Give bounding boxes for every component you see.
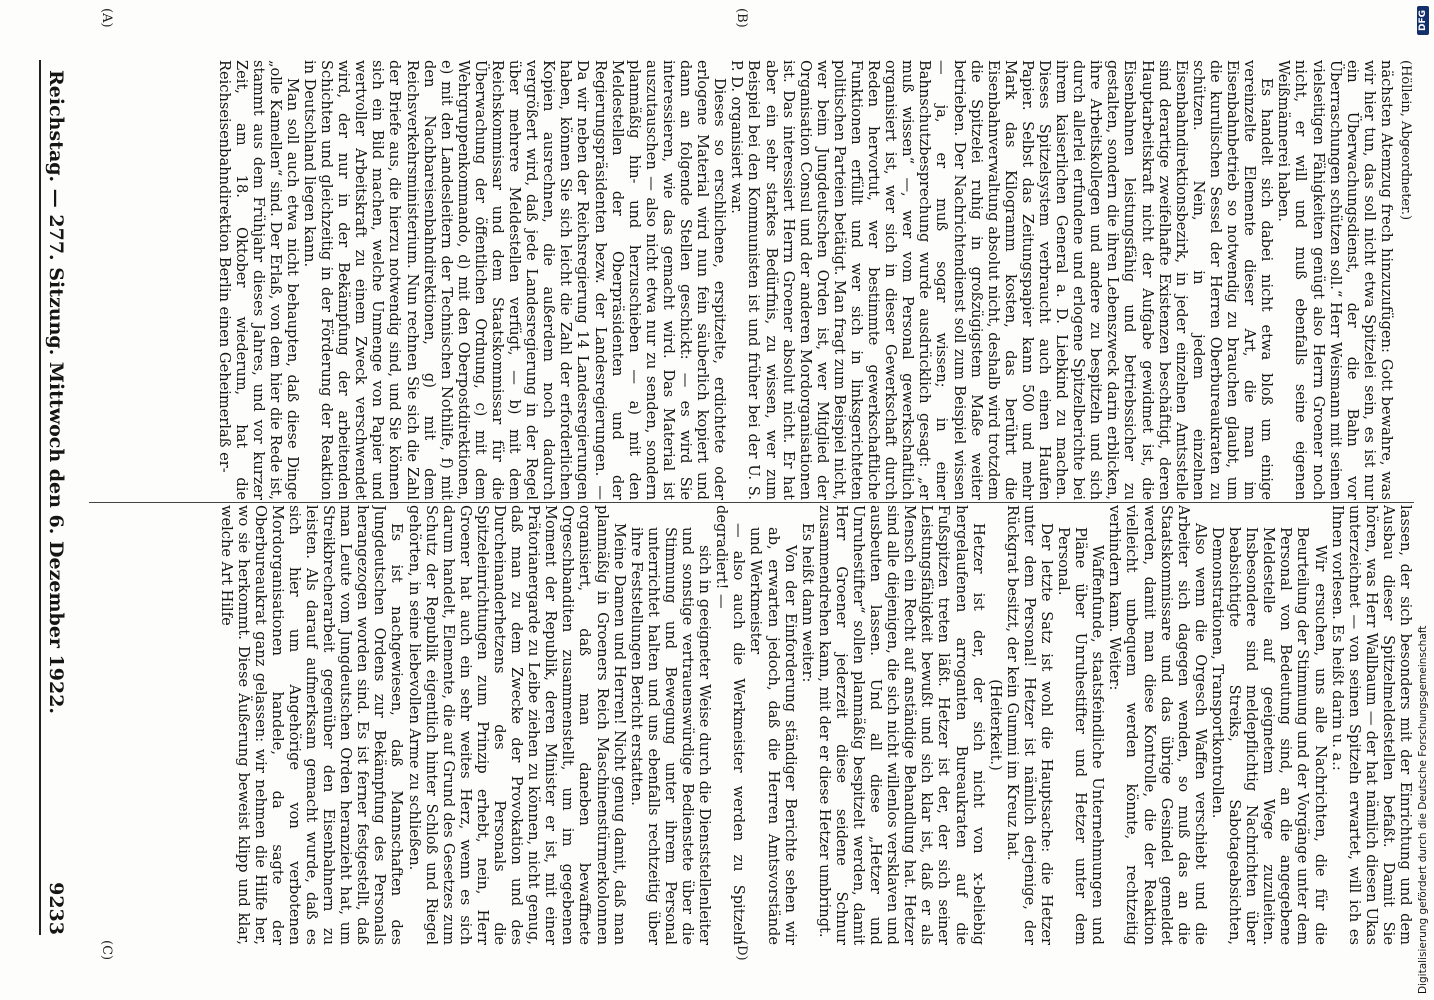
- paragraph: nächsten Atemzug frech hinzuzufügen: Gott bewahre, was wir hier tun, das soll nicht etwa Spitzelei sein, es ist nur ein Überwachungsdienst, der die Bahn vor Überraschungen schützen soll.“ Herr Weismann mit seinen vielseitigen Fähigkeiten genügt also Herrn Groener noch nicht, er will und muß ebenfalls seine eigenen Weißmännerei haben.: [1275, 60, 1395, 500]
- quotation: Waffenfunde, staatsfeindliche Unternehmungen und Pläne über Unruhestifter und Hetzer unter dem Personal.: [1055, 527, 1107, 945]
- column-divider: [89, 502, 1414, 503]
- page-number: 9233: [45, 882, 67, 935]
- paragraph: Dieses so erschlichene, erspitzelte, erdichtete oder erlogene Material wird nun fein säuberlich kopiert und dann an folgende Stellen geschickt: — es wird Sie interessieren, wie das gemacht wird. Das Material ist auszutauschen — also nicht etwa nur zu senden, sondern planmäßig hin- und herzuschieben — a) mit den Meldestellen der Oberpräsidenten und der Regierungspräsidenten bezw. der Landesregierungen. — Da wir neben der Reichsregierung 14 Landesregierungen haben, können Sie sich leicht die Zahl der erforderlichen Kopien ausrechnen, die außerdem noch dadurch vergrößert wird, daß jede Landesregierung in der Regel über mehrere Meldestellen verfügt, — b) mit dem Reichskommissar und dem Staatskommissar für die Überwachung der öffentlichen Ordnung, c) mit dem Wehrgruppenkommando, d) mit den Oberpostdirektionen, e) mit den Landesleitern der Technischen Nothilfe, f) mit den Nachbareisenbahndirektionen, g) mit dem Reichsverkehrsministerium. Nun rechnen Sie sich die Zahl der Briefe aus, die hierzu notwendig sind, und Sie können sich ein Bild machen, welche Unmenge von Papier und wertvoller Arbeitskraft zu einem Zweck verschwendet wird, der nur in der Bekämpfung der arbeitenden Schichten und gleichzeitig in der Förderung der Reaktion in Deutschland liegen kann.: [301, 60, 729, 500]
- margin-marker-b: (B): [734, 8, 749, 28]
- quotation: Von der Einforderung ständiger Berichte sehen wir ab, erwarten jedoch, daß die Herren Amtsvorstände und Werkmeister: [747, 527, 799, 945]
- right-column: [89, 505, 1414, 945]
- interjection: (Heiterkeit.): [986, 679, 1004, 771]
- margin-marker-a: (A): [99, 8, 114, 28]
- paragraph: — also auch die Werkmeister werden zu Spitzeln degradiert! —: [713, 505, 748, 945]
- paragraph: Es ist nachgewiesen, daß Mannschaften des Jungdeutschen Ordens zur Bekämpfung des Personals herangezogen worden sind. Es ist ferner festgestellt, daß man Leute vom Jungdeutschen Orden heranzieht hat, um Streikbrecherarbeit gegenüber den Eisenbahnern zu leisten. Als darauf aufmerksam gemacht wurde, daß es sich hier um Angehörige von verbotenen Mordorganisationen handele, da sagte der Oberbureaukrat ganz gelassen: wir nehmen die Hilfe her, wo sie herkommt. Diese Äußerung beweist klipp und klar, welche Art Hilfe: [217, 505, 406, 945]
- paragraph: Also wenn die Orgesch Waffen verschiebt und die Arbeiter sich dagegen wenden, so muß das an die Staatskommissare und das übrige Gesindel gemeldet werden, damit man diese Kontrolle, die der Reaktion vielleicht unbequem werden könnte, rechtzeitig verhindern kann. Weiter:: [1106, 505, 1209, 945]
- paragraph: Meine Damen und Herren! Nicht genug damit, daß man planmäßig in Groeners Reich Maschinenstürmerkolonnen organisiert, daß man daneben bewaffnete Orgeschbanditen zusammenstellt, um im gegebenen Moment der Republik, deren Minister er ist, mit einer Prätorianergarde zu Leibe ziehen zu können, nicht genug, daß man zu dem Zwecke der Provokation und des Durcheinanderhetzens des Personals die Spitzeleinrichtungen zum Prinzip erhebt, nein, Herr Groener hat auch ein sehr weites Herz, wenn es sich darum handelt, Elemente, die auf Grund des Gesetzes zum Schutz der Republik eigentlich hinter Schloß und Riegel gehörten, in seine liebevollen Arme zu schließen.: [405, 505, 628, 945]
- dfg-logo: DFG: [1417, 6, 1429, 35]
- paragraph: lassen, der sich besonders mit der Einrichtung und dem Ausbau dieser Spitzelmeldestellen befaßt. Damit Sie hören, was Herr Wallbaum — der hat nämlich diesen Ukas unterzeichnet — von seinen Spitzeln erwartet, will ich es Ihnen vorlesen. Es heißt darin u. a.:: [1328, 505, 1414, 945]
- header-title: Reichstag. — 277. Sitzung. Mittwoch den 6. Dezember 1922.: [45, 70, 67, 715]
- running-head: [39, 60, 79, 935]
- quotation: Wir ersuchen, uns alle Nachrichten, die für die Beurteilung der Stimmung und der Vorgänge unter dem Personal von Bedeutung sind, an die angegebene Meldestelle auf geeignetem Wege zuzuleiten. Insbesondere sind meldepflichtig Nachrichten über beabsichtigte Streiks, Sabotageabsichten, Demonstrationen, Transportkontrollen.: [1208, 527, 1329, 945]
- paragraph: Hetzer ist der, der sich nicht von x-beliebig hergelaufenen arroganten Bureaukraten auf die Fußspitzen treten läßt. Hetzer ist der, der sich seiner Leistungsfähigkeit bewußt und sich klar ist, daß er als Mensch ein Recht auf anständige Behandlung hat. Hetzer sind alle diejenigen, die sich nicht willenlos versklaven und ausbeuten lassen. Und all diese „Hetzer und Unruhestifter“ sollen planmäßig bespitzelt werden, damit Herr Groener jederzeit diese seidene Schnur zusammendrehen kann, mit der er diese Hetzer umbringt.: [815, 505, 987, 945]
- speaker-label: (Höllein, Abgeordneter.): [1398, 60, 1413, 221]
- left-column: [89, 60, 1414, 500]
- paragraph: Der letzte Satz ist wohl die Hauptsache: die Hetzer unter dem Personal! Hetzer ist nämlich derjenige, der Rückgrat besitzt, der kein Gummi im Kreuz hat.: [1003, 505, 1056, 945]
- credit-text: Digitalisierung gefördert durch die Deutsche Forschungsgemeinschaft: [1417, 625, 1429, 994]
- margin-marker-d: (D): [734, 940, 749, 961]
- paragraph: Man soll auch etwa nicht behaupten, daß diese Dinge „olle Kamellen“ sind. Der Erlaß, von dem hier die Rede ist, stammt aus dem Frühjahr dieses Jahres, und vor kurzer Zeit, am 18. Oktober wiederum, hat die Reichseisenbahndirektion Berlin einen Geheimerlaß er-: [215, 60, 301, 500]
- quotation: sich in geeigneter Weise durch die Dienststellenleiter und sonstige vertrauenswürdige Bedienstete über die Stimmung und Bewegung unter ihrem Personal unterrichtet halten und uns ebenfalls rechtzeitig über ihre Feststellungen Bericht erstatten.: [627, 527, 714, 945]
- paragraph: Es heißt dann weiter:: [798, 523, 816, 683]
- digitization-credit: [1413, 6, 1433, 994]
- margin-marker-c: (C): [99, 940, 114, 961]
- paragraph: Es handelt sich dabei nicht etwa bloß um einige vereinzelte Elemente dieser Art, die man im Eisenbahnbetrieb so notwendig zu brauchen glaubt, um die kurulischen Sessel der Herren Oberbureaukraten zu schützen. Nein, in jedem einzelnen Eisenbahndirektionsbezirk, in jeder einzelnen Amtsstelle sind derartige zweifelhafte Existenzen beschäftigt, deren Hauptarbeitskraft nicht der Aufgabe gewidmet ist, die Eisenbahnen leistungsfähig und betriebssicher zu gestalten, sondern die ihren Lebenszweck darin erblicken, ihre Arbeitskollegen und andere zu bespitzeln und sich durch allerlei erfundene und erlogene Spitzelberichte bei ihrem kaiserlichen General a. D. Liebkind zu machen. Dieses Spitzelsystem verbraucht auch einen Haufen Papier. Selbst das Zeitungspapier kann 500 und mehr Mark das Kilogramm kosten, das berührt die Eisenbahnverwaltung absolut nicht, deshalb wird trotzdem die Spitzelei ruhig in großzügigstem Maße weiter betrieben. Der Nachrichtendienst soll zum Beispiel wissen — ja, er muß sogar wissen; in einer Bahnschutzbesprechung wurde ausdrücklich gesagt: „er muß wissen“ —, wer vom Personal gewerkschaftlich organisiert ist, wer sich in dieser Gewerkschaft durch Reden hervortut, wer bestimmte gewerkschaftliche Funktionen erfüllt und wer sich in linksgerichteten politischen Parteien betätigt. Man fragt zum Beispiel nicht, wer beim Jungdeutschen Orden ist, wer Mitglied der Organisation Consul und der anderen Mordorganisationen ist. Das interessiert Herrn Groener absolut nicht. Er hat aber ein sehr starkes Bedürfnis, zu wissen, wer zum Beispiel bei den Kommunisten ist und früher bei der U. S. P. D. organisiert war.: [728, 60, 1276, 500]
